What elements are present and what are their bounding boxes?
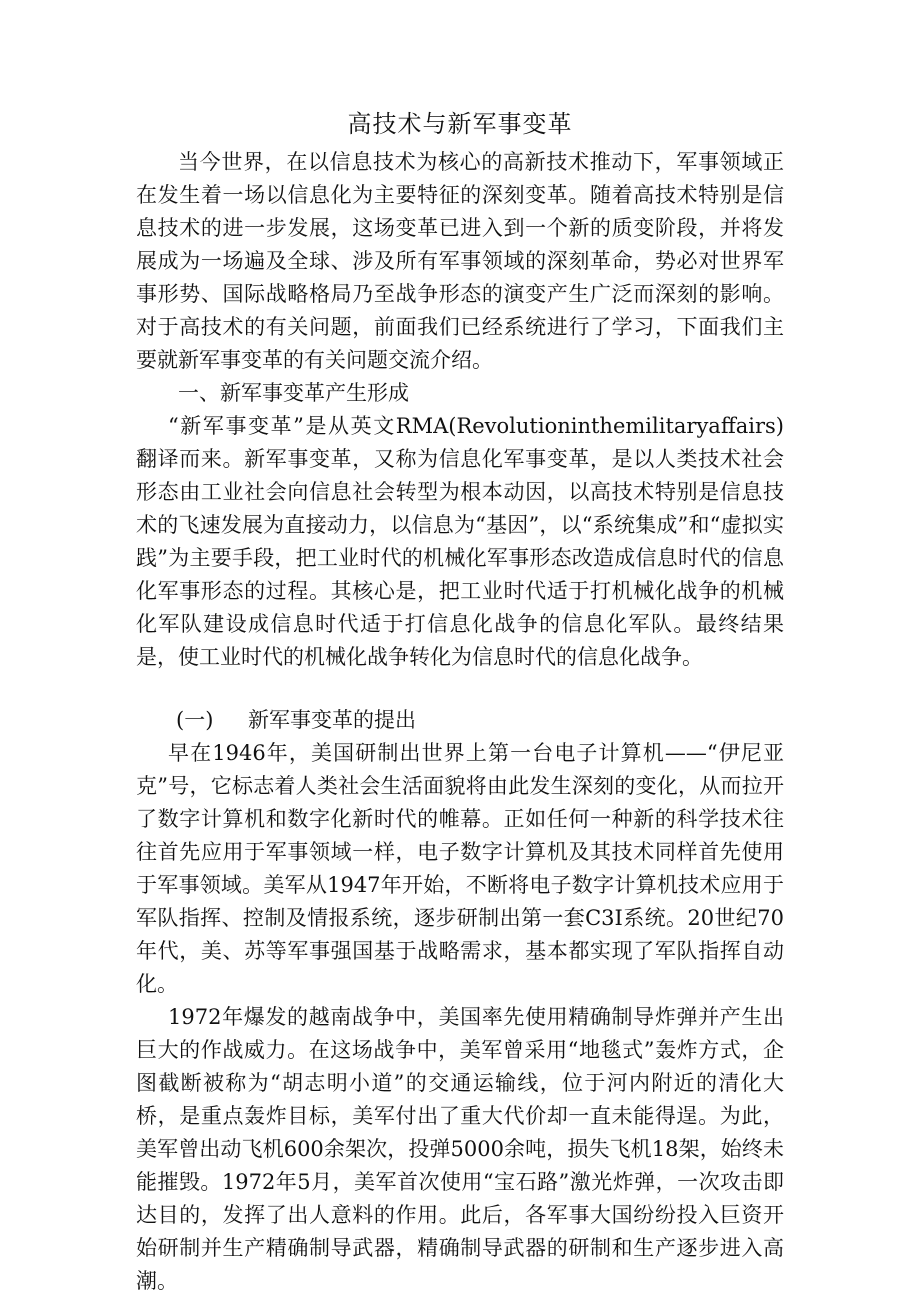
- subsection-number: (一): [176, 708, 214, 732]
- intro-paragraph: 当今世界，在以信息技术为核心的高新技术推动下，军事领域正在发生着一场以信息化为主要特征的深刻变革。随着高技术特别是信息技术的进一步发展，这场变革已进入到一个新的质变阶段，并将发展成为一场遍及全球、涉及所有军事领域的深刻革命，势必对世界军事形势、国际战略格局乃至战争形态的演变产生广泛而深刻的影响。对于高技术的有关问题，前面我们已经系统进行了学习，下面我们主要就新军事变革的有关问题交流介绍。: [136, 150, 784, 372]
- section-heading: 一、新军事变革产生形成: [178, 381, 409, 405]
- subsection-heading: [136, 704, 784, 737]
- vietnam-war-paragraph: 1972年爆发的越南战争中，美国率先使用精确制导炸弹并产生出巨大的作战威力。在这场战争中，美军曾采用“地毯式”轰炸方式，企图截断被称为“胡志明小道”的交通运输线，位于河内附近的清化大桥，是重点轰炸目标，美军付出了重大代价却一直未能得逞。为此，美军曾出动飞机600余架次，投弹5000余吨，损失飞机18架，始终未能摧毁。1972年5月，美军首次使用“宝石路”激光炸弹，一次攻击即达目的，发挥了出人意料的作用。此后，各军事大国纷纷投入巨资开始研制并生产精确制导武器，精确制导武器的研制和生产逐步进入高潮。: [136, 1005, 784, 1293]
- document-page: [136, 108, 784, 1298]
- definition-paragraph: “新军事变革”是从英文RMA(Revolutioninthemilitaryaffairs)翻译而来。新军事变革，又称为信息化军事变革，是以人类技术社会形态由工业社会向信息社会转型为根本动因，以高技术特别是信息技术的飞速发展为直接动力，以信息为“基因”，以“系统集成”和“虚拟实践”为主要手段，把工业时代的机械化军事形态改造成信息时代的信息化军事形态的过程。其核心是，把工业时代适于打机械化战争的机械化军队建设成信息时代适于打信息化战争的信息化军队。最终结果是，使工业时代的机械化战争转化为信息时代的信息化战争。: [136, 414, 784, 669]
- document-title: 高技术与新军事变革: [347, 110, 573, 138]
- subsection-title: 新军事变革的提出: [248, 708, 416, 732]
- history-paragraph: 早在1946年，美国研制出世界上第一台电子计算机——“伊尼亚克”号，它标志着人类社会生活面貌将由此发生深刻的变化，从而拉开了数字计算机和数字化新时代的帷幕。正如任何一种新的科学技术往往首先应用于军事领域一样，电子数字计算机及其技术同样首先使用于军事领域。美军从1947年开始，不断将电子数字计算机技术应用于军队指挥、控制及情报系统，逐步研制出第一套C3I系统。20世纪70年代，美、苏等军事强国基于战略需求，基本都实现了军队指挥自动化。: [136, 741, 784, 996]
